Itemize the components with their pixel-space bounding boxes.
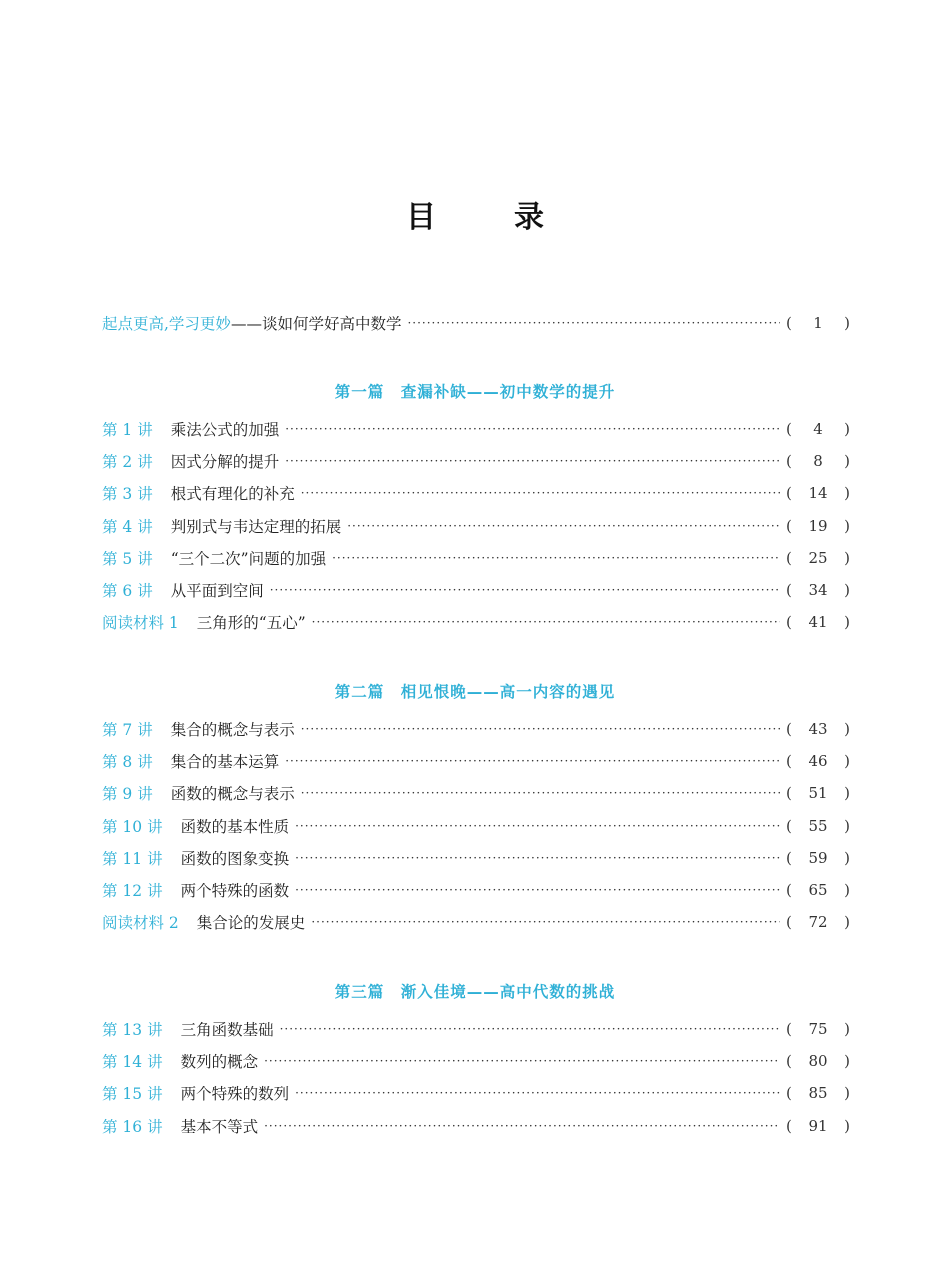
dot-leader [301, 481, 780, 505]
page-ref: ( 55 ) [786, 816, 850, 835]
toc-entry-intro[interactable] [102, 311, 850, 335]
dot-leader [280, 1017, 780, 1041]
entry-label: 第 10 讲 [102, 817, 163, 836]
dot-leader [295, 1081, 780, 1105]
entry-label: 阅读材料 2 [102, 914, 179, 933]
entry-title: ——谈如何学好高中数学 [230, 315, 402, 333]
dot-leader [301, 781, 780, 805]
entry-label: 第 3 讲 [102, 485, 153, 504]
toc-entry[interactable] [102, 749, 850, 773]
page-ref: ( 72 ) [786, 913, 850, 932]
entry-label: 第 5 讲 [102, 549, 153, 568]
page-ref: ( 80 ) [786, 1052, 850, 1071]
dot-leader [332, 546, 780, 570]
entry-label: 第 16 讲 [102, 1117, 163, 1136]
entry-title: 集合论的发展史 [196, 914, 306, 933]
entry-label: 第 6 讲 [102, 582, 153, 600]
entry-title: 因式分解的提升 [170, 453, 280, 472]
dot-leader [295, 846, 780, 870]
entry-title: 函数的基本性质 [180, 817, 290, 836]
page-ref: ( 4 ) [786, 420, 850, 438]
toc-entry[interactable] [102, 717, 850, 741]
page-ref: ( 14 ) [786, 484, 850, 503]
entry-title: 两个特殊的函数 [180, 882, 290, 900]
entry-title: 三角函数基础 [180, 1021, 274, 1039]
section-heading: 第一篇 查漏补缺——初中数学的提升 [334, 383, 616, 401]
page-ref: ( 34 ) [786, 581, 850, 599]
entry-label: 阅读材料 1 [102, 614, 179, 633]
toc-entry[interactable] [102, 846, 850, 870]
title-left: 目 [406, 200, 436, 235]
dot-leader [407, 311, 780, 335]
dot-leader [264, 1049, 780, 1073]
page-ref: ( 25 ) [786, 548, 850, 567]
entry-label: 第 1 讲 [102, 421, 153, 439]
entry-label: 第 8 讲 [102, 753, 153, 772]
toc-entry[interactable] [102, 910, 850, 934]
toc-entry[interactable] [102, 878, 850, 902]
entry-label: 第 7 讲 [102, 721, 153, 739]
toc-entry[interactable] [102, 514, 850, 538]
toc-entry[interactable] [102, 781, 850, 805]
page-ref: ( 43 ) [786, 720, 850, 738]
page-ref: ( 46 ) [786, 752, 850, 771]
dot-leader [311, 910, 780, 934]
dot-leader [285, 749, 780, 773]
dot-leader [285, 417, 780, 441]
section-heading: 第二篇 相见恨晚——高一内容的遇见 [334, 683, 616, 701]
dot-leader [301, 717, 780, 741]
page-ref: ( 59 ) [786, 848, 850, 867]
dot-leader [295, 878, 780, 902]
toc-entry[interactable] [102, 1049, 850, 1073]
dot-leader [347, 514, 780, 538]
entry-title: 集合的基本运算 [170, 753, 280, 772]
entry-label: 第 12 讲 [102, 882, 163, 900]
dot-leader [264, 1114, 780, 1138]
page-ref: ( 19 ) [786, 516, 850, 535]
page-ref: ( 75 ) [786, 1020, 850, 1038]
entry-label: 第 2 讲 [102, 453, 153, 472]
entry-title: 三角形的“五心” [196, 614, 306, 633]
entry-title: 两个特殊的数列 [180, 1085, 290, 1104]
dot-leader [285, 449, 780, 473]
page-ref: ( 1 ) [786, 314, 850, 332]
entry-title: 集合的概念与表示 [170, 721, 295, 739]
entry-title: 函数的概念与表示 [170, 785, 295, 804]
entry-title: 乘法公式的加强 [170, 421, 280, 439]
toc-entry[interactable] [102, 546, 850, 570]
toc-entry[interactable] [102, 578, 850, 602]
toc-entry[interactable] [102, 1081, 850, 1105]
title-right: 录 [514, 200, 544, 235]
entry-title: 从平面到空间 [170, 582, 264, 600]
toc-entry[interactable] [102, 1114, 850, 1138]
toc-entry[interactable] [102, 610, 850, 634]
entry-title: 判别式与韦达定理的拓展 [170, 517, 342, 536]
dot-leader [295, 814, 780, 838]
page-ref: ( 8 ) [786, 452, 850, 471]
toc-entry[interactable] [102, 417, 850, 441]
page-ref: ( 85 ) [786, 1084, 850, 1103]
page-ref: ( 65 ) [786, 881, 850, 899]
dot-leader [270, 578, 780, 602]
toc-entry[interactable] [102, 1017, 850, 1041]
page-ref: ( 91 ) [786, 1116, 850, 1135]
page-ref: ( 41 ) [786, 613, 850, 632]
entry-title: 基本不等式 [180, 1117, 259, 1136]
entry-title: 函数的图象变换 [180, 849, 290, 868]
entry-label: 第 13 讲 [102, 1021, 163, 1039]
dot-leader [312, 610, 780, 634]
entry-title: 数列的概念 [180, 1053, 259, 1072]
page-ref: ( 51 ) [786, 784, 850, 803]
entry-label: 第 11 讲 [102, 849, 163, 868]
entry-label: 第 14 讲 [102, 1053, 163, 1072]
entry-title: 根式有理化的补充 [170, 485, 295, 504]
toc-entry[interactable] [102, 449, 850, 473]
entry-label: 起点更高,学习更妙 [102, 315, 231, 333]
page-title [0, 192, 950, 236]
section-heading: 第三篇 渐入佳境——高中代数的挑战 [334, 983, 616, 1001]
entry-title: “三个二次”问题的加强 [170, 549, 327, 568]
entry-label: 第 15 讲 [102, 1085, 163, 1104]
entry-label: 第 4 讲 [102, 517, 153, 536]
toc-entry[interactable] [102, 481, 850, 505]
entry-label: 第 9 讲 [102, 785, 153, 804]
toc-entry[interactable] [102, 814, 850, 838]
